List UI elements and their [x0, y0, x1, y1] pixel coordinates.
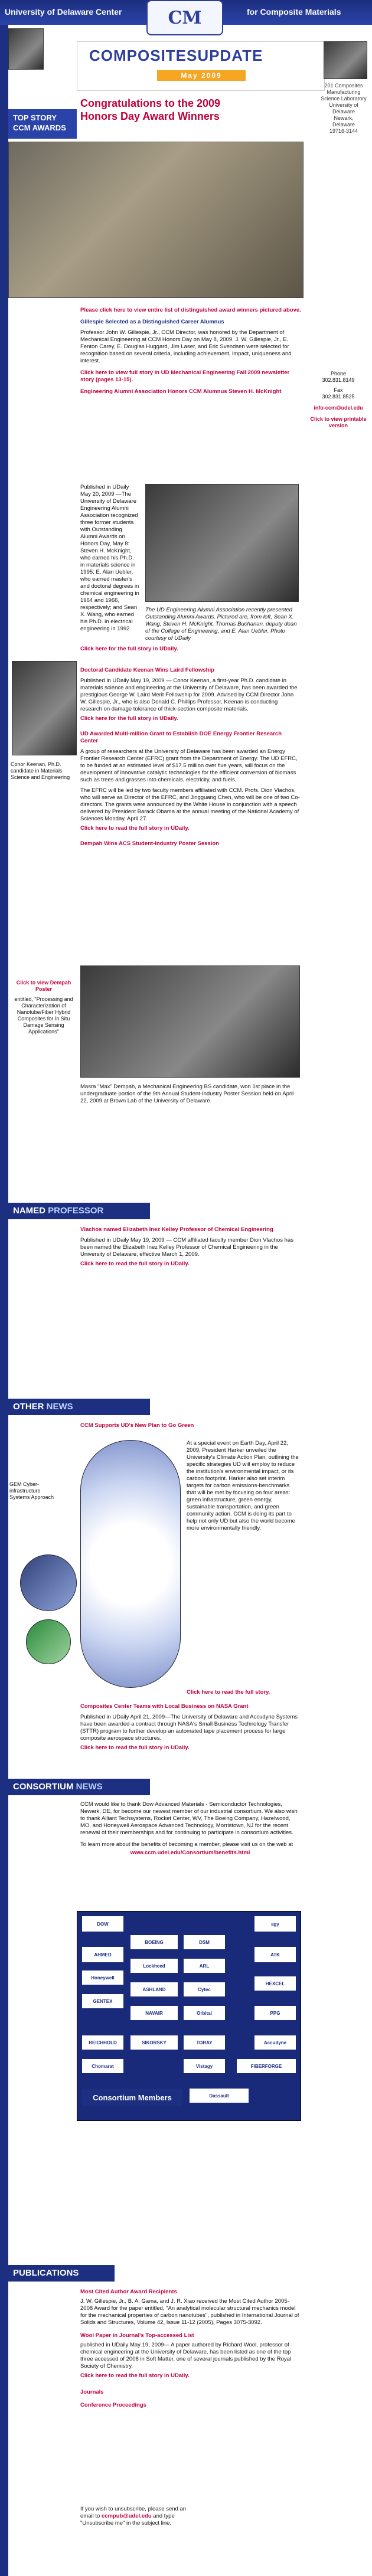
phone-number: 302.831.8149 — [322, 377, 355, 383]
efrc-title: UD Awarded Multi-million Grant to Establish DOE Energy Frontier Research Center — [80, 731, 282, 744]
publications-header: PUBLICATIONS — [8, 2265, 115, 2282]
award-winners-photo — [8, 142, 304, 298]
named-professor-word-2: PROFESSOR — [48, 1206, 104, 1216]
fax-label: Fax — [334, 387, 343, 393]
masthead — [77, 41, 325, 91]
dempah-poster-sidebar — [11, 980, 77, 1035]
dempah-poster-caption: entitled, "Processing and Characterization of Nanotube/Fiber Hybrid Composites for In Situ Damage Sensing Applications" — [14, 996, 73, 1035]
header-right-title: for Composite Materials — [247, 7, 341, 17]
unsubscribe-note — [80, 2506, 198, 2527]
email-link[interactable]: info-ccm@udel.edu — [314, 405, 363, 411]
logo-ashland: ASHLAND — [130, 1982, 178, 1996]
nasa-story — [80, 1703, 300, 1752]
gem-co2-icon — [26, 1619, 71, 1664]
logo-orbital: Orbital — [184, 2006, 225, 2020]
alumni-title: Engineering Alumni Association Honors CCM Alumnus Steven H. McKnight — [80, 388, 282, 395]
gillespie-link[interactable]: Click here to view full story in UD Mechanical Engineering Fall 2009 newsletter story (pages 13-15). — [80, 369, 290, 383]
logo-dsm: DSM — [184, 1935, 225, 1949]
efrc-body: A group of researchers at the University of Delaware has been awarded an Energy Frontier Research Center (EFRC) grant from the Department of Energy. The UD EFRC, to be funded at an estimated level of $17.5 million over five years, will focus on the development of innovative catalytic technologies for the efficient conversion of biomass such as trees and grasses into chemicals, electricity, and fuels. — [80, 748, 298, 783]
consortium-members-label: Consortium Members — [82, 2089, 182, 2106]
publications-content — [80, 2289, 300, 2409]
green-body: At a special event on Earth Day, April 22, 2009, President Harker unveiled the University's Climate Action Plan, outlining the specific strategies UD will employ to reduce the institution's environmental impact, or its carbon footprint. Harker also set interim targets for carbon emissions-benchmarks that will be met by focusing on four areas: green infrastructure, green energy, sustainable transportation, and green community action. CCM is doing its part to help not only UD but also the world become more environmentally friendly. — [187, 1440, 299, 1531]
logo-boeing: BOEING — [130, 1935, 178, 1949]
logo-honeywell: Honeywell — [82, 1971, 123, 1985]
gem-diagram — [20, 1554, 77, 1667]
consortium-word-2: NEWS — [76, 1782, 103, 1792]
keenan-caption: Conor Keenan, Ph.D. candidate in Materials Science and Engineering — [11, 761, 70, 780]
journals-link[interactable]: Journals — [80, 2389, 104, 2395]
keenan-photo — [12, 661, 77, 755]
logo-gentex: GENTEX — [82, 1994, 123, 2008]
logo-sikorsky: SIKORSKY — [130, 2035, 178, 2050]
alumni-caption: The UD Engineering Alumni Association recently presented Outstanding Alumni Awards. Pictured are, from left, Sean X. Wang, Steven H. McKnight, Thomas Buchanan, deputy dean of the College of Engineering, and E. Alan Uebler. Photo courtesy of UDaily — [145, 607, 297, 641]
address-line: Science Laboratory — [321, 96, 367, 102]
keenan-title: Doctoral Candidate Keenan Wins Laird Fellowship — [80, 667, 214, 673]
logo-agy: agy — [254, 1916, 296, 1932]
newsletter-title: COMPOSITESUPDATE — [89, 47, 263, 64]
address-line: 201 Composites — [324, 83, 363, 89]
unsubscribe-text-2: and type "Unsubscribe me" in the subject line. — [80, 2513, 175, 2526]
logo-dow: DOW — [82, 1916, 123, 1932]
top-story-content — [80, 307, 302, 395]
gem-globe-icon — [20, 1554, 77, 1611]
consortium-news-header — [8, 1779, 150, 1795]
consortium-more: To learn more about the benefits of becoming a member, please visit us on the web at — [80, 1841, 293, 1848]
consortium-url[interactable]: www.ccm.udel.edu/Consortium/benefits.html — [130, 1850, 250, 1856]
top-story-text: TOP STORY — [13, 113, 57, 122]
address-line: University of — [329, 102, 358, 108]
contact-block — [307, 371, 370, 429]
logo-navair: NAVAIR — [130, 2006, 178, 2020]
address-line: Delaware — [332, 122, 355, 127]
consortium-story — [80, 1801, 300, 1857]
other-news-word-2: NEWS — [46, 1402, 73, 1412]
award-body: J. W. Gillespie, Jr., B. A. Gama, and J. R. Xiao received the Most Cited Author 2005-2008 Award for the paper entitled, "An analytical molecular structural mechanics model for the mechanical properties of carbon nanotubes", published in International Journal of Solids and Structures, Volume 42, Issue 11-12 (2005), Pages 3075-3092. — [80, 2298, 299, 2326]
logo-toray: TORAY — [184, 2035, 225, 2050]
logo-cytec: Cytec — [184, 1982, 225, 1996]
vlachos-title: Vlachos named Elizabeth Inez Kelley Professor of Chemical Engineering — [80, 1226, 273, 1233]
logo-hexcel: HEXCEL — [254, 1976, 296, 1991]
unsubscribe-email-link[interactable]: ccmpub@udel.edu — [101, 2513, 152, 2519]
gem-caption: GEM Cyber-infrastructure Systems Approach — [9, 1481, 54, 1500]
left-blue-bar — [0, 25, 8, 2576]
printable-version-link[interactable]: Click to view printable version — [310, 416, 367, 428]
phone-label: Phone — [330, 371, 347, 377]
page-headline: Congratulations to the 2009 Honors Day Award Winners — [80, 97, 221, 122]
dempah-poster-link[interactable]: Click to view Dempah Poster — [16, 980, 71, 992]
other-news-header — [8, 1399, 150, 1415]
address-line: 19716-3144 — [329, 128, 358, 134]
logo-dassault: Dassault — [190, 2089, 249, 2103]
wool-title: Wool Paper in Journal's Top-accessed List — [80, 2332, 194, 2339]
award-title: Most Cited Author Award Recipients — [80, 2289, 177, 2295]
named-professor-story — [80, 1226, 300, 1268]
vlachos-link[interactable]: Click here to read the full story in UDaily. — [80, 1261, 190, 1267]
logo-reichhold: REICHHOLD — [82, 2035, 123, 2050]
dempah-body: Masra "Max" Dempah, a Mechanical Engineering BS candidate, won 1st place in the undergraduate portion of the 9th Annual Student-Industry Poster Session held on April 22, 2009 at Brown Lab of the University of Delaware. — [80, 1084, 294, 1104]
gillespie-body: Professor John W. Gillespie, Jr., CCM Director, was honored by the Department of Mechanical Engineering at CCM Honors Day on May 8, 2009. J. W. Gillespie, Jr., E. Fenton Carey, E. Douglas Huggard, Jim Laser, and Eric Svendsen were selected for recognition based on several criteria, including achievement, impact, uniqueness and interest. — [80, 329, 292, 364]
dempah-photo — [80, 965, 300, 1078]
nasa-title: Composites Center Teams with Local Business on NASA Grant — [80, 1703, 249, 1710]
nasa-body: Published in UDaily April 21, 2009—The University of Delaware and Accudyne Systems have been awarded a contract through NASA's Small Business Technology Transfer (STTR) program to further develop an automated tape placement process for large composite aerospace structures. — [80, 1714, 298, 1742]
logo-arl: ARL — [184, 1959, 225, 1973]
ccm-logo — [146, 0, 223, 35]
logo-fiberforge: FIBERFORGE — [237, 2059, 296, 2073]
fax-number: 302.831.8525 — [322, 394, 355, 400]
logo-ahmed: AHMED — [82, 1947, 123, 1962]
logo-chomarat: Chomarat — [82, 2059, 123, 2073]
green-link[interactable]: Click here to read the full story. — [187, 1689, 270, 1695]
keenan-body: Published in UDaily May 19, 2009 — Conor Keenan, a first-year Ph.D. candidate in materials science and engineering at the University of Delaware, has been awarded the prestigious George W. Laird Merit Fellowship for 2009. Advised by CCM Director John W. Gillespie, Jr., who is also Donald C. Phillips Professor, Keenan is conducting research on damage tolerance of thick-section composite materials. — [80, 677, 298, 712]
logo-atk: ATK — [254, 1947, 296, 1962]
efrc-link[interactable]: Click here to read the full story in UDaily. — [80, 825, 190, 832]
alumni-photo — [145, 484, 299, 602]
alumni-link[interactable]: Click here for the full story in UDaily. — [80, 646, 178, 652]
keenan-story — [80, 667, 300, 847]
winners-link[interactable]: Please click here to view entire list of distinguished award winners pictured above. — [80, 307, 301, 313]
named-professor-word-1: NAMED — [13, 1206, 45, 1216]
lab-photo — [324, 41, 367, 79]
consortium-body: CCM would like to thank Dow Advanced Materials - Semiconductor Technologies, Newark, DE, for become our newest member of our industrial consortium. We also wish to thank Alliant Techsystems, Rocket Center, WV, The Boeing Company, Hazelwood, MO, and Honeywell Aerospace Advanced Technology, Morristown, NJ for the recent renewal of their memberships and for continuing to participate in consortium activities. — [80, 1801, 298, 1836]
named-professor-header — [8, 1203, 150, 1219]
keenan-link[interactable]: Click here for the full story in UDaily. — [80, 715, 178, 722]
other-news-word-1: OTHER — [13, 1402, 44, 1412]
wool-body: published in UDaily May 19, 2009— A paper authored by Richard Wool, professor of chemical engineering at the University of Delaware, has been listed as one of the top three accessed of 2008 in Soft Matter, one of several journals published by the Royal Society of Chemistry. — [80, 2342, 291, 2369]
wool-link[interactable]: Click here to read the full story in UDaily. — [80, 2372, 190, 2379]
alumni-body: Published in UDaily May 20, 2009 —The University of Delaware Engineering Alumni Association recognized three former students with Outstanding Alumni Awards on Honors Day, May 8: Steven H. McKnight, who earned his Ph.D. in materials science in 1995; E. Alan Uebler, who earned master's and doctoral degrees in chemical engineering in 1964 and 1966, respectively; and Sean X. Wang, who earned his Ph.D. in electrical engineering in 1992. — [80, 484, 139, 632]
logo-accudyne: Accudyne — [254, 2035, 296, 2050]
address-line: Newark, — [334, 115, 354, 121]
logo-ppg: PPG — [254, 2006, 296, 2020]
issue-date: May 2009 — [157, 70, 246, 81]
gillespie-title: Gillespie Selected as a Distinguished Career Alumnus — [80, 319, 224, 325]
green-title: CCM Supports UD's New Plan to Go Green — [80, 1422, 194, 1429]
vlachos-body: Published in UDaily May 19, 2009 — CCM affiliated faculty member Dion Vlachos has been named the Elizabeth Inez Kelley Professor of Chemical Engineering in the University of Delaware, effective March 1, 2009. — [80, 1237, 293, 1258]
consortium-logo-grid — [77, 1911, 301, 2121]
logo-vistagy: Vistagy — [184, 2059, 225, 2073]
consortium-word-1: CONSORTIUM — [13, 1782, 74, 1792]
header-left-title: University of Delaware Center — [5, 7, 122, 17]
green-cycle-diagram — [80, 1440, 181, 1688]
nasa-link[interactable]: Click here to read the full story in UDaily. — [80, 1744, 190, 1751]
header-photo — [8, 28, 44, 70]
ccm-logo-text: CM — [168, 7, 202, 28]
address-block — [319, 83, 368, 135]
conference-link[interactable]: Conference Proceedings — [80, 2402, 146, 2408]
top-story-label — [8, 109, 77, 139]
ccm-awards-text: CCM AWARDS — [13, 123, 66, 132]
unsubscribe-text-1: If you wish to unsubscribe, please send an email to — [80, 2506, 187, 2519]
dempah-title: Dempah Wins ACS Student-Industry Poster Session — [80, 840, 219, 847]
address-line: Manufacturing — [327, 89, 361, 95]
address-line: Delaware — [332, 109, 355, 114]
efrc-body-2: The EFRC will be led by two faculty members affiliated with CCM. Profs. Dion Vlachos, who will serve as Director of the EFRC, and Jingguang Chen, who will be one of two Co-directors. The grants were announced by the White House in conjunction with a speech delivered by President Barack Obama at the annual meeting of the National Academy of Sciences Monday, April 27. — [80, 787, 300, 822]
logo-lockheed: Lockheed — [130, 1959, 178, 1973]
